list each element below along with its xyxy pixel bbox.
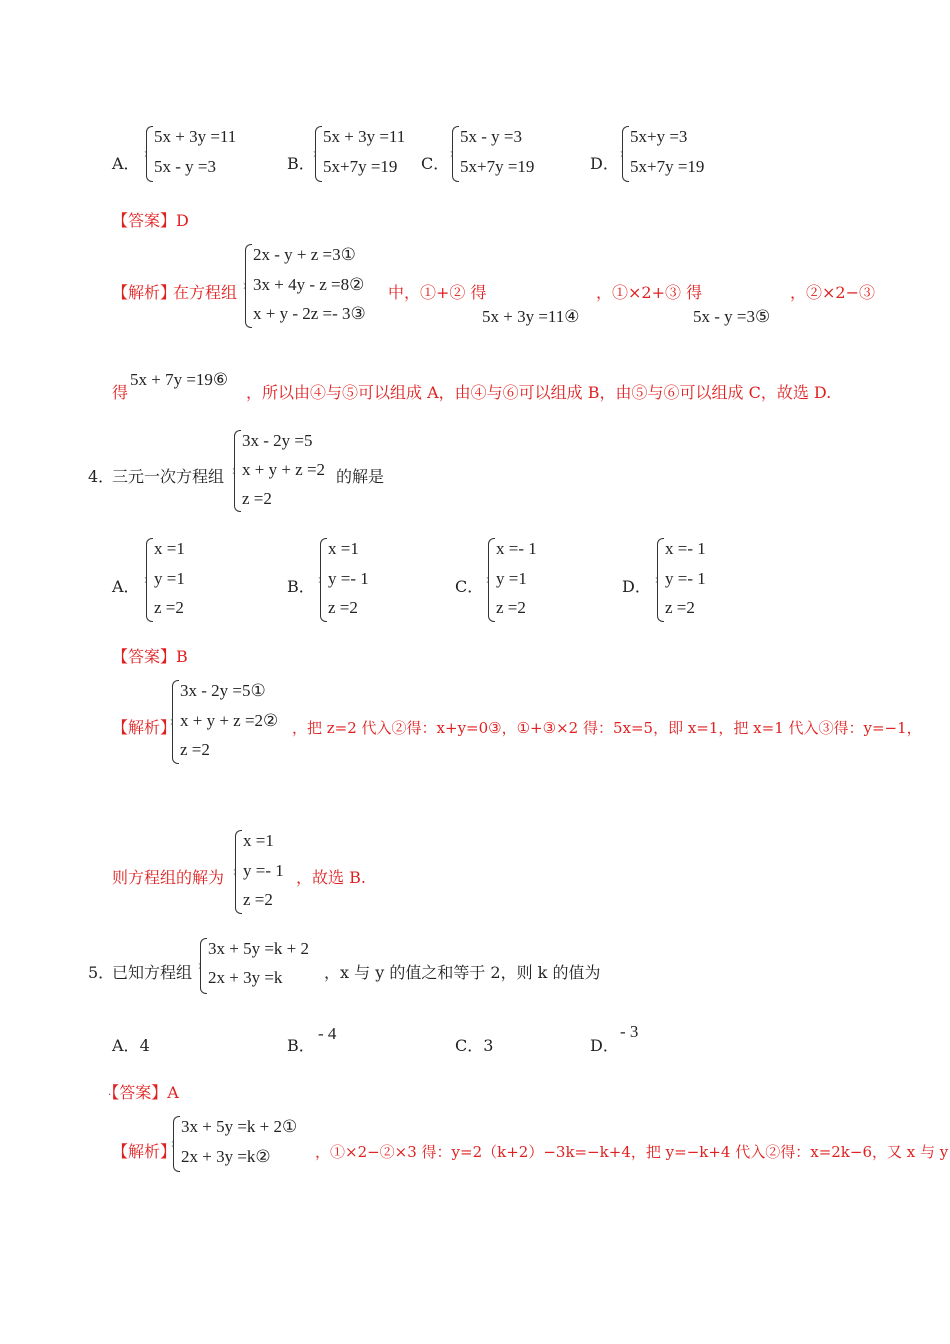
equation: x + y - 2z =- 3③	[253, 304, 366, 323]
q4-solution-system	[235, 830, 305, 914]
equation: z =2	[154, 598, 184, 617]
answer-tag: 【答案】	[112, 211, 177, 230]
equation: 5x - y =3	[154, 157, 216, 176]
q3-option-d-system	[622, 126, 722, 182]
equation: x + y + z =2	[242, 460, 326, 479]
equation: 3x + 5y =k + 2①	[181, 1117, 298, 1136]
equation: x =1	[154, 539, 185, 558]
q3-option-d-label: D．	[590, 154, 619, 173]
q5-analysis-system	[173, 1116, 313, 1172]
option-label: C．	[455, 1036, 484, 1055]
q3-option-a-label: A．	[112, 154, 140, 173]
equation: x + y + z =2②	[180, 711, 279, 730]
answer-value: D	[176, 211, 189, 230]
equation: 2x + 3y =k②	[181, 1147, 271, 1166]
question-text: 三元一次方程组	[112, 467, 225, 486]
option-value: 4	[139, 1036, 150, 1055]
equation: x =1	[243, 831, 274, 850]
equation: 3x - 2y =5	[242, 431, 313, 450]
equation-6: 5x + 7y =19⑥	[130, 370, 229, 389]
equation: 2x + 3y =k	[208, 968, 283, 987]
analysis-text: ，所以由④与⑤可以组成 A，由④与⑥可以组成 B，由⑤与⑥可以组成 C，故选 D.	[246, 383, 832, 402]
q5-option-b-label: B．	[287, 1036, 315, 1055]
equation: y =- 1	[328, 569, 369, 588]
question-number: 5．	[88, 963, 115, 982]
equation: 5x - y =3	[460, 127, 522, 146]
equation: z =2	[496, 598, 526, 617]
conclusion-text: ，故选 B.	[296, 868, 366, 887]
answer-marker: ·	[108, 1090, 112, 1101]
q3-option-b-system	[315, 126, 420, 182]
analysis-text: ，②×2−③	[790, 283, 875, 302]
equation: 5x+7y =19	[323, 157, 398, 176]
analysis-tag: 【解析】	[112, 1142, 177, 1161]
option-label: A．	[112, 1036, 140, 1055]
analysis-text: ，①×2−②×3 得：y=2（k+2）−3k=−k+4，把 y=−k+4 代入②得：x=2k−6，又 x 与 y	[315, 1143, 949, 1161]
equation-4: 5x + 3y =11④	[482, 307, 580, 326]
analysis-text: ，①×2+③ 得	[596, 283, 703, 302]
equation: 5x+y =3	[630, 127, 688, 146]
equation: 3x + 4y - z =8②	[253, 275, 365, 294]
q4-option-c-label: C．	[455, 577, 484, 596]
equation: y =- 1	[243, 861, 284, 880]
equation: x =- 1	[496, 539, 537, 558]
question-text: 的解是	[336, 467, 385, 486]
equation: 5x + 3y =11	[154, 127, 237, 146]
equation: x =1	[328, 539, 359, 558]
q4-option-b-label: B．	[287, 577, 315, 596]
equation: x =- 1	[665, 539, 706, 558]
equation: 3x + 5y =k + 2	[208, 939, 310, 958]
equation: y =1	[154, 569, 185, 588]
q4-option-d-system	[657, 538, 727, 622]
q3-option-c-system	[452, 126, 552, 182]
equation-5: 5x - y =3⑤	[693, 307, 771, 326]
q3-option-b-label: B．	[287, 154, 315, 173]
equation: y =- 1	[665, 569, 706, 588]
analysis-text: 得	[112, 383, 129, 402]
q5-option-d-value: - 3	[620, 1022, 639, 1041]
q5-option-c	[455, 1036, 493, 1056]
q4-option-c-system	[488, 538, 558, 622]
analysis-text: 中，①+② 得	[388, 283, 487, 302]
equation: z =2	[242, 489, 272, 508]
equation: z =2	[328, 598, 358, 617]
equation: z =2	[665, 598, 695, 617]
analysis-tag: 【解析】	[112, 283, 177, 302]
equation: 5x+7y =19	[460, 157, 535, 176]
question-number: 4．	[88, 467, 115, 486]
answer-tag: 【答案】	[112, 647, 177, 666]
equation: 5x+7y =19	[630, 157, 705, 176]
equation: 5x + 3y =11	[323, 127, 406, 146]
q5-option-d-label: D．	[590, 1036, 619, 1055]
equation: z =2	[243, 890, 273, 909]
question-text: ，x 与 y 的值之和等于 2，则 k 的值为	[324, 963, 601, 982]
q4-option-a-system	[146, 538, 206, 622]
q4-option-d-label: D．	[622, 577, 651, 596]
q3-option-a-system	[146, 126, 256, 182]
equation: z =2	[180, 740, 210, 759]
answer-value: A	[167, 1083, 179, 1102]
equation: 3x - 2y =5①	[180, 681, 266, 700]
q4-answer	[112, 647, 188, 667]
equation: 2x - y + z =3①	[253, 245, 356, 264]
q5-system	[200, 938, 325, 994]
question-text: 已知方程组	[112, 963, 193, 982]
answer-tag: 【答案】	[111, 1083, 168, 1102]
q5-answer	[108, 1083, 179, 1106]
q3-option-c-label: C．	[421, 154, 450, 173]
q3-analysis-system	[245, 244, 390, 328]
analysis-tag: 【解析】	[112, 718, 177, 737]
equation: y =1	[496, 569, 527, 588]
q4-option-a-label: A．	[112, 577, 140, 596]
analysis-intro: 在方程组	[173, 283, 238, 302]
q4-option-b-system	[320, 538, 390, 622]
answer-value: B	[176, 647, 188, 666]
conclusion-text: 则方程组的解为	[112, 868, 225, 887]
q4-analysis-system	[172, 680, 292, 764]
q4-system	[234, 430, 334, 512]
analysis-text: ，把 z=2 代入②得：x+y=0③，①+③×2 得：5x=5，即 x=1，把 x=1 代入③得：y=−1，	[292, 719, 922, 737]
q5-option-b-value: - 4	[318, 1024, 337, 1043]
q3-answer	[112, 211, 189, 231]
q5-option-a	[112, 1036, 150, 1056]
option-value: 3	[483, 1036, 494, 1055]
